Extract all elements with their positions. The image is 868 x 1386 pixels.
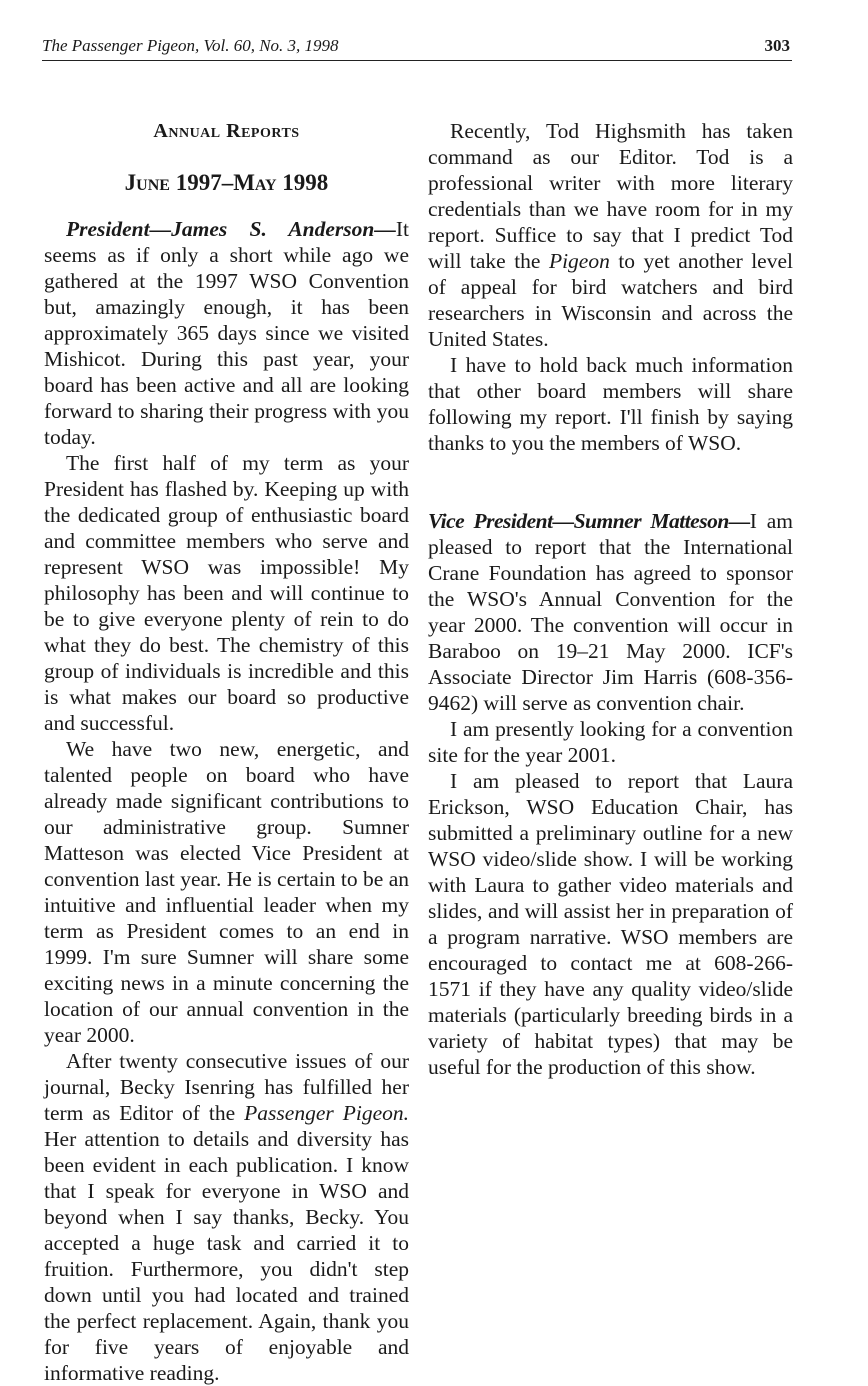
vp-paragraph-2: I am presently looking for a convention site for the year 2001.	[428, 717, 793, 767]
publication-name-short: Pigeon	[548, 249, 610, 273]
report-period: June 1997–May 1998	[124, 170, 329, 195]
publication-name: Passenger Pigeon.	[244, 1101, 410, 1125]
vp-p1-text: I am pleased to report that the International Crane Foundation has agreed to sponsor the WSO's Annual Convention for the year 2000. The convention will occur in Baraboo on 19–21 May 2000. ICF's Associate Director Jim Harris (608-356-9462) will serve as convention chair.	[428, 509, 793, 715]
section-title: Annual Reports	[153, 120, 300, 142]
journal-citation: The Passenger Pigeon, Vol. 60, No. 3, 1998	[42, 36, 339, 55]
vice-president-report	[428, 508, 793, 1080]
president-paragraph-3: We have two new, energetic, and talented people on board who have already made significant contributions to our administrative group. Sumner Matteson was elected Vice President at convention last year. He is certain to be an intuitive and influential leader when my term as President comes to an end in 1999. I'm sure Sumner will share some exciting news in a minute concerning the location of our annual convention in the year 2000.	[44, 737, 409, 1047]
left-column	[44, 112, 409, 1386]
running-head	[42, 36, 792, 61]
president-paragraph-1	[44, 216, 409, 450]
vp-paragraph-1	[428, 508, 793, 716]
president-p5-text-b: to yet another level of appeal for bird watchers and bird researchers in Wisconsin and across the United States.	[428, 249, 793, 351]
president-paragraph-5	[428, 118, 793, 352]
president-lead: President—James S. Anderson—	[66, 217, 396, 241]
president-paragraph-2: The first half of my term as your President has flashed by. Keeping up with the dedicated group of enthusiastic board and committee members who serve and represent WSO was impossible! My philosophy has been and will continue to be to give everyone plenty of rein to do what they do best. The chemistry of this group of individuals is incredible and this is what makes our board so productive and successful.	[44, 451, 409, 735]
president-paragraph-6: I have to hold back much information that other board members will share following my report. I'll finish by saying thanks to you the members of WSO.	[428, 353, 793, 455]
vp-paragraph-3: I am pleased to report that Laura Erickson, WSO Education Chair, has submitted a preliminary outline for a new WSO video/slide show. I will be working with Laura to gather video materials and slides, and will assist her in preparation of a program narrative. WSO members are encouraged to contact me at 608-266-1571 if they have any quality video/slide materials (particularly breeding birds in a variety of habitat types) that may be useful for the production of this show.	[428, 769, 793, 1079]
president-paragraph-4	[44, 1048, 409, 1386]
president-p5-text-a: Recently, Tod Highsmith has taken command as our Editor. Tod is a professional writer with more literary credentials than we have room for in my report. Suffice to say that I predict Tod will take the	[428, 119, 793, 273]
president-p4-text-a: After twenty consecutive issues of our journal, Becky Isenring has fulfilled her term as Editor of the	[44, 1049, 409, 1125]
vp-lead: Vice President—Sumner Matteson—	[428, 509, 750, 533]
page-number: 303	[764, 36, 790, 55]
president-p1-text: It seems as if only a short while ago we gathered at the 1997 WSO Convention but, amazingly enough, it has been approximately 365 days since we visited Mishicot. During this past year, your board has been active and all are looking forward to sharing their progress with you today.	[44, 217, 409, 449]
president-p4-text-b: Her attention to details and diversity has been evident in each publication. I know that I speak for everyone in WSO and beyond when I say thanks, Becky. You accepted a huge task and carried it to fruition. Furthermore, you didn't step down until you had located and trained the perfect replacement. Again, thank you for five years of enjoyable and informative reading.	[44, 1127, 409, 1385]
right-column	[428, 118, 793, 1080]
